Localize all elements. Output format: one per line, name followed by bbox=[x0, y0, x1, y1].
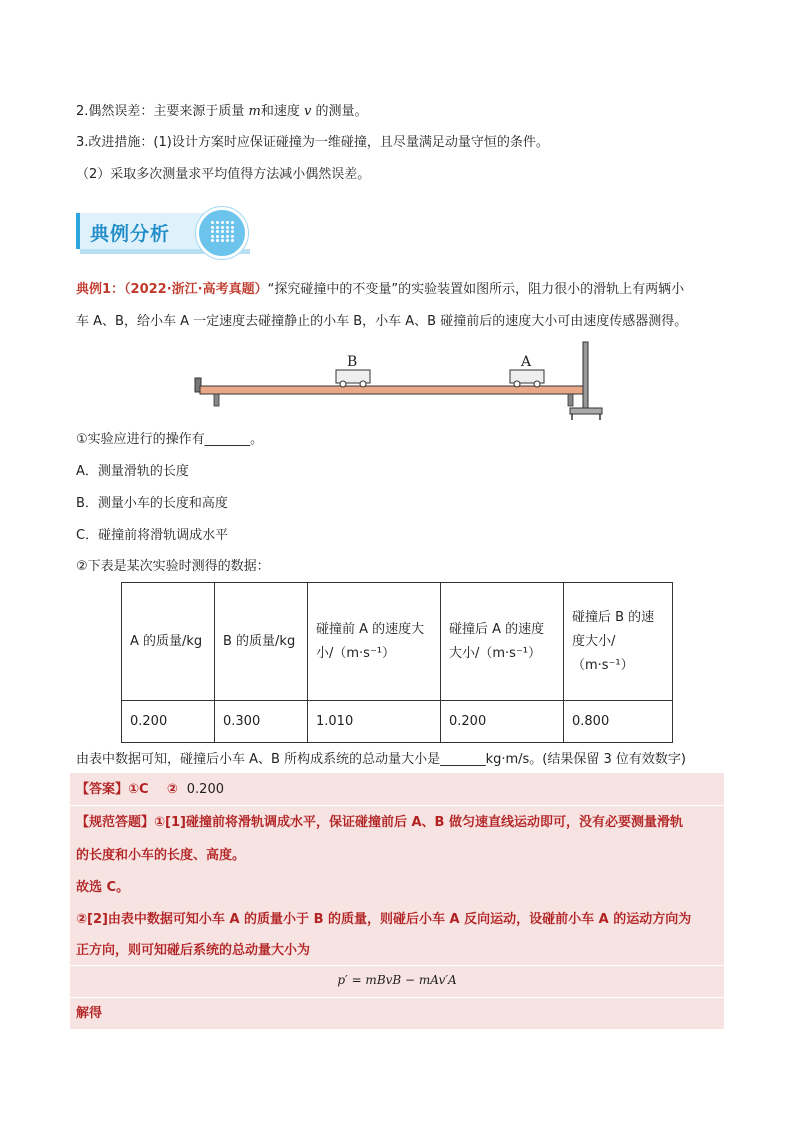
example-label: 典例1：（2022·浙江·高考真题） bbox=[76, 282, 268, 297]
table-header-cell: A 的质量/kg bbox=[122, 583, 215, 701]
stand-base bbox=[570, 408, 602, 414]
table-header-cell: 碰撞后 A 的速度大小/（m·s⁻¹） bbox=[441, 583, 564, 701]
example-line-1: 典例1：（2022·浙江·高考真题）“探究碰撞中的不变量”的实验装置如图所示，阻力很小的滑轨上有两辆小 bbox=[76, 282, 685, 297]
answer-label: 【答案】 bbox=[76, 782, 129, 797]
label-a: A bbox=[521, 354, 532, 370]
q2-followup: 由表中数据可知，碰撞后小车 A、B 所构成系统的总动量大小是_______kg·m/s。(结果保留 3 位有效数字) bbox=[76, 752, 686, 767]
apparatus-figure bbox=[190, 338, 610, 424]
momentum-formula: p′ = mBvB − mAv′A bbox=[337, 973, 457, 987]
option-b: B．测量小车的长度和高度 bbox=[76, 496, 228, 511]
option-a: A．测量滑轨的长度 bbox=[76, 464, 189, 479]
rail-leg-left bbox=[214, 394, 219, 406]
intro-line-3: （2）采取多次测量求平均值得方法减小偶然误差。 bbox=[76, 167, 371, 182]
answer-line: 【答案】①C ② 0.200 bbox=[76, 782, 224, 797]
table-cell: 0.300 bbox=[215, 701, 308, 743]
solution-line-5: 正方向，则可知碰后系统的总动量大小为 bbox=[76, 943, 311, 958]
solution-line-6: 解得 bbox=[76, 1006, 103, 1021]
table-cell: 0.200 bbox=[122, 701, 215, 743]
solution-label: 【规范答题】 bbox=[76, 815, 155, 830]
cart-b bbox=[336, 370, 370, 387]
example-line-2: 车 A、B，给小车 A 一定速度去碰撞静止的小车 B，小车 A、B 碰撞前后的速度大小可由速度传感器测得。 bbox=[76, 314, 688, 329]
table-cell: 0.800 bbox=[564, 701, 673, 743]
table-cell: 0.200 bbox=[441, 701, 564, 743]
dot-grid-icon bbox=[196, 207, 248, 259]
rail bbox=[200, 386, 585, 394]
solution-line-4: ②[2]由表中数据可知小车 A 的质量小于 B 的质量，则碰后小车 A 反向运动，设碰前小车 A 的运动方向为 bbox=[76, 912, 692, 927]
answer-blank: _______ bbox=[440, 752, 486, 767]
answer-blank: _______ bbox=[204, 432, 251, 447]
table-header-cell: 碰撞后 B 的速度大小/（m·s⁻¹） bbox=[564, 583, 673, 701]
intro-line-2: 3.改进措施：(1)设计方案时应保证碰撞为一维碰撞，且尽量满足动量守恒的条件。 bbox=[76, 135, 549, 150]
section-heading bbox=[76, 207, 246, 255]
q2-prompt: ②下表是某次实验时测得的数据： bbox=[76, 559, 270, 574]
cart-a bbox=[510, 370, 544, 387]
label-b: B bbox=[347, 354, 358, 370]
solution-line-2: 的长度和小车的长度、高度。 bbox=[76, 848, 246, 863]
table-header-cell: 碰撞前 A 的速度大小/（m·s⁻¹） bbox=[308, 583, 441, 701]
stand-pole bbox=[583, 342, 588, 412]
table-cell: 1.010 bbox=[308, 701, 441, 743]
q1-prompt: ①实验应进行的操作有_______。 bbox=[76, 432, 264, 447]
option-c: C．碰撞前将滑轨调成水平 bbox=[76, 528, 229, 543]
section-title: 典例分析 bbox=[90, 223, 171, 245]
data-table bbox=[121, 582, 673, 743]
table-header-cell: B 的质量/kg bbox=[215, 583, 308, 701]
rail-leg-right bbox=[568, 394, 573, 406]
solution-line-3: 故选 C。 bbox=[76, 880, 130, 895]
solution-line-1: 【规范答题】①[1]碰撞前将滑轨调成水平，保证碰撞前后 A、B 做匀速直线运动即可，没有必要测量滑轨 bbox=[76, 815, 683, 830]
table-row bbox=[122, 701, 673, 743]
intro-line-1: 2.偶然误差：主要来源于质量 m和速度 v 的测量。 bbox=[76, 104, 368, 119]
table-header-row bbox=[122, 583, 673, 701]
